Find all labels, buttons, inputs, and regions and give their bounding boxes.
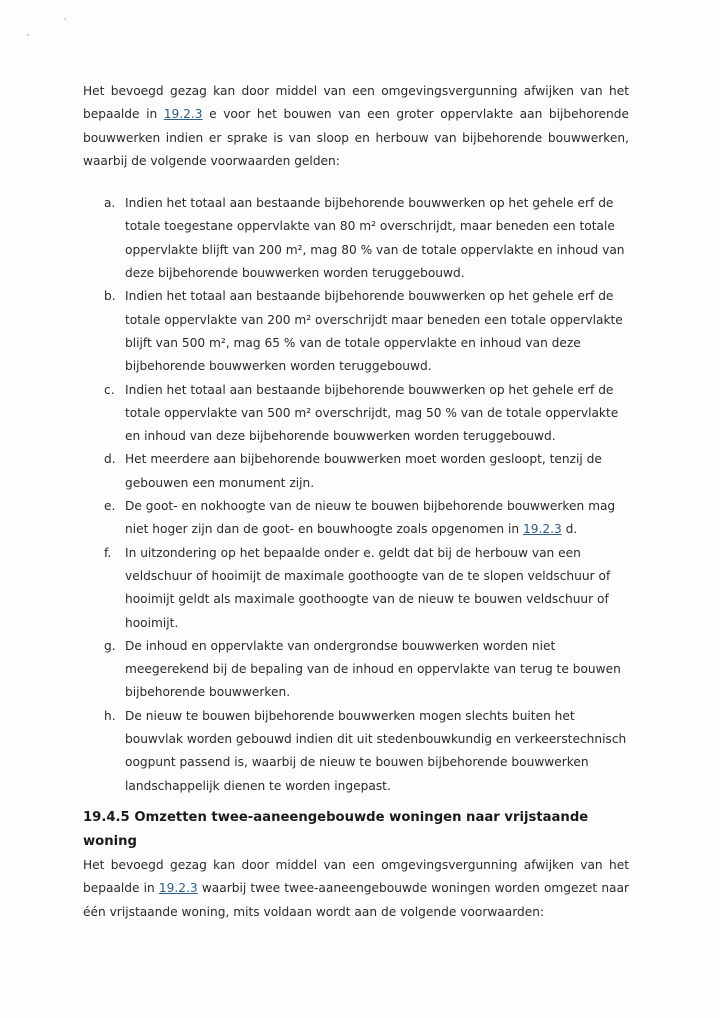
section-text: Het bevoegd gezag kan door middel van een omgevingsvergunning afwijken van het bepaalde in bbox=[83, 857, 629, 896]
article-link[interactable]: 19.2.3 bbox=[163, 107, 203, 122]
list-letter: b. bbox=[104, 289, 116, 304]
list-letter: a. bbox=[104, 196, 116, 211]
intro-text: e voor het bouwen van een groter oppervlakte aan bijbehorende bouwwerken indien er sprake is van sloop en herbouw van bijbehorende bouwwerken, waarbij de volgende voorwaarden gelden: bbox=[83, 107, 629, 168]
list-letter: c. bbox=[104, 382, 115, 397]
list-item bbox=[83, 705, 629, 798]
scan-mark: , bbox=[27, 28, 30, 37]
list-item bbox=[83, 448, 629, 495]
document-page bbox=[83, 80, 629, 924]
list-text: Indien het totaal aan bestaande bijbehorende bouwwerken op het gehele erf de totale toegestane oppervlakte van 80 m² overschrijdt, maar beneden een totale oppervlakte blijft van 200 m², mag 80 % van de totale oppervlakte en inhoud van deze bijbehorende bouwwerken worden teruggebouwd. bbox=[125, 196, 625, 281]
conditions-list bbox=[83, 192, 629, 798]
list-item bbox=[83, 495, 629, 542]
intro-paragraph bbox=[83, 80, 629, 173]
scan-mark: ' bbox=[64, 17, 67, 26]
list-item bbox=[83, 192, 629, 285]
section-heading: 19.4.5 Omzetten twee-aaneengebouwde woningen naar vrijstaande woning bbox=[83, 809, 589, 849]
list-letter: f. bbox=[104, 545, 112, 560]
list-letter: d. bbox=[104, 452, 116, 467]
intro-text: Het bevoegd gezag kan door middel van een omgevingsvergunning afwijken van het bepaalde in bbox=[83, 84, 629, 122]
list-item bbox=[83, 285, 629, 378]
list-text: De goot- en nokhoogte van de nieuw te bouwen bijbehorende bouwwerken mag niet hoger zijn dan de goot- en bouwhoogte zoals opgenomen in bbox=[125, 499, 616, 537]
list-text: d. bbox=[561, 522, 578, 537]
section-text: waarbij twee twee-aaneengebouwde woningen worden omgezet naar één vrijstaande woning, mits voldaan wordt aan de volgende voorwaarden: bbox=[83, 881, 630, 919]
list-text: Het meerdere aan bijbehorende bouwwerken moet worden gesloopt, tenzij de gebouwen een monument zijn. bbox=[125, 452, 602, 490]
list-text: In uitzondering op het bepaalde onder e. geldt dat bij de herbouw van een veldschuur of hooimijt de maximale goothoogte van de te slopen veldschuur of hooimijt geldt als maximale goothoogte van de nieuw te bouwen veldschuur of hooimijt. bbox=[125, 545, 611, 630]
list-text: Indien het totaal aan bestaande bijbehorende bouwwerken op het gehele erf de totale oppervlakte van 200 m² overschrijdt maar beneden een totale oppervlakte blijft van 500 m², mag 65 % van de totale oppervlakte en inhoud van deze bijbehorende bouwwerken worden teruggebouwd. bbox=[125, 289, 623, 374]
list-text: Indien het totaal aan bestaande bijbehorende bouwwerken op het gehele erf de totale oppervlakte van 500 m² overschrijdt, mag 50 % van de totale oppervlakte en inhoud van deze bijbehorende bouwwerken worden teruggebouwd. bbox=[125, 382, 619, 444]
list-item bbox=[83, 542, 629, 635]
article-link[interactable]: 19.2.3 bbox=[158, 881, 198, 896]
section-paragraph bbox=[83, 854, 629, 924]
list-item bbox=[83, 379, 629, 449]
list-letter: e. bbox=[104, 499, 116, 514]
list-text: De inhoud en oppervlakte van ondergrondse bouwwerken worden niet meegerekend bij de bepaling van de inhoud en oppervlakte van terug te bouwen bijbehorende bouwwerken. bbox=[125, 638, 621, 700]
list-text: De nieuw te bouwen bijbehorende bouwwerken mogen slechts buiten het bouwvlak worden gebouwd indien dit uit stedenbouwkundig en verkeerstechnisch oogpunt passend is, waarbij de nieuw te bouwen bijbehorende bouwwerken landschappelijk dienen te worden ingepast. bbox=[125, 708, 627, 793]
list-letter: h. bbox=[104, 708, 116, 723]
list-item bbox=[83, 635, 629, 705]
list-letter: g. bbox=[104, 638, 116, 653]
article-link[interactable]: 19.2.3 bbox=[522, 522, 562, 537]
